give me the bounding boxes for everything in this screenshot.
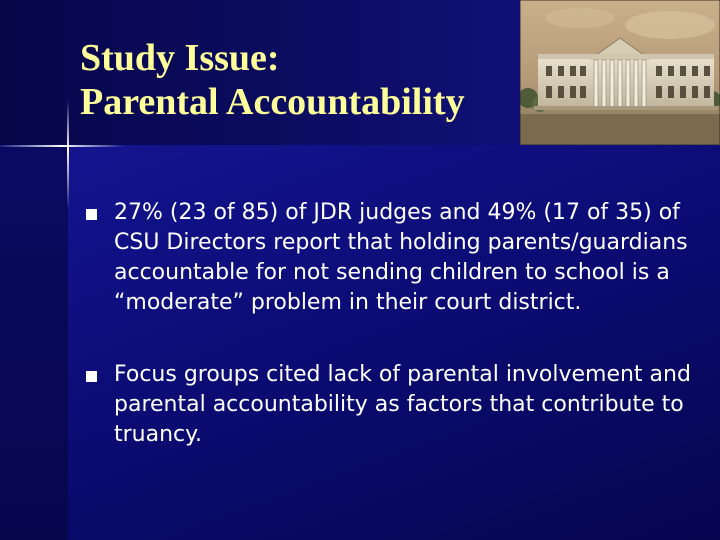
vertical-accent-line bbox=[67, 100, 69, 210]
square-bullet-icon bbox=[86, 209, 97, 220]
horizontal-accent-line bbox=[0, 145, 125, 147]
capitol-building-image bbox=[520, 0, 720, 145]
bullet-text-1: 27% (23 of 85) of JDR judges and 49% (17 of 35) of CSU Directors report that holding parents/guardians accountable for not sending children to school is a “moderate” problem in their court district. bbox=[114, 200, 688, 315]
left-accent-band bbox=[0, 145, 68, 540]
bullet-list bbox=[84, 198, 704, 450]
bullet-item-1 bbox=[84, 198, 704, 318]
slide-title bbox=[80, 36, 465, 124]
bullet-text-2: Focus groups cited lack of parental involvement and parental accountability as factors that contribute to truancy. bbox=[114, 362, 691, 447]
title-line-2: Parental Accountability bbox=[80, 81, 465, 123]
square-bullet-icon bbox=[86, 371, 97, 382]
bullet-item-2 bbox=[84, 360, 704, 450]
title-line-1: Study Issue: bbox=[80, 37, 280, 79]
